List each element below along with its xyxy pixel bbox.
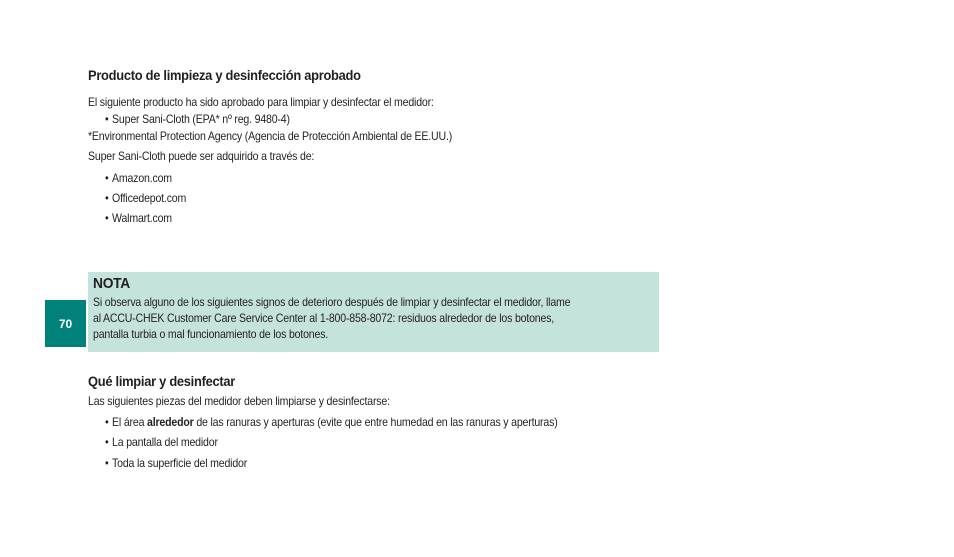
page-number-tab	[45, 300, 86, 347]
note-text-line: Si observa alguno de los siguientes signos de deterioro después de limpiar y desinfectar el medidor, llame	[93, 295, 571, 309]
list-item-label-bold: alrededor	[147, 415, 194, 429]
bullet-dot: •	[105, 456, 109, 470]
list-item-product	[105, 112, 290, 126]
bullet-dot: •	[105, 171, 109, 185]
list-item-label: La pantalla del medidor	[112, 435, 218, 449]
bullet-dot: •	[105, 112, 109, 126]
bullet-dot: •	[105, 211, 109, 225]
list-item-label-before: El área	[112, 415, 148, 429]
bullet-dot: •	[105, 191, 109, 205]
list-item-label: Toda la superficie del medidor	[112, 456, 248, 470]
list-item-label-after: de las ranuras y aperturas (evite que entre humedad en las ranuras y aperturas)	[193, 415, 558, 429]
list-item-store	[105, 171, 172, 185]
page-number: 70	[58, 316, 73, 331]
list-item-part	[105, 415, 558, 429]
list-item-part	[105, 456, 247, 470]
list-item-label: Amazon.com	[112, 171, 172, 185]
list-item-part	[105, 435, 218, 449]
note-text-line: pantalla turbia o mal funcionamiento de los botones.	[93, 327, 329, 341]
bullet-dot: •	[105, 415, 109, 429]
list-item-label: Officedepot.com	[112, 191, 187, 205]
note-title: NOTA	[93, 275, 130, 292]
list-item-store	[105, 191, 186, 205]
list-item-store	[105, 211, 172, 225]
section-heading-approved-product: Producto de limpieza y desinfección aprobado	[88, 67, 361, 83]
what-to-clean-intro: Las siguientes piezas del medidor deben limpiarse y desinfectarse:	[88, 394, 390, 408]
section-heading-what-to-clean: Qué limpiar y desinfectar	[88, 373, 236, 389]
bullet-dot: •	[105, 435, 109, 449]
approved-product-intro: El siguiente producto ha sido aprobado para limpiar y desinfectar el medidor:	[88, 95, 434, 109]
list-item-label: Walmart.com	[112, 211, 172, 225]
epa-footnote: *Environmental Protection Agency (Agencia de Protección Ambiental de EE.UU.)	[88, 129, 453, 143]
note-text-line: al ACCU-CHEK Customer Care Service Center al 1-800-858-8072: residuos alrededor de los botones,	[93, 311, 555, 325]
purchase-intro: Super Sani-Cloth puede ser adquirido a través de:	[88, 149, 315, 163]
note-box	[88, 272, 659, 352]
list-item-label: Super Sani-Cloth (EPA* nº reg. 9480-4)	[112, 112, 290, 126]
